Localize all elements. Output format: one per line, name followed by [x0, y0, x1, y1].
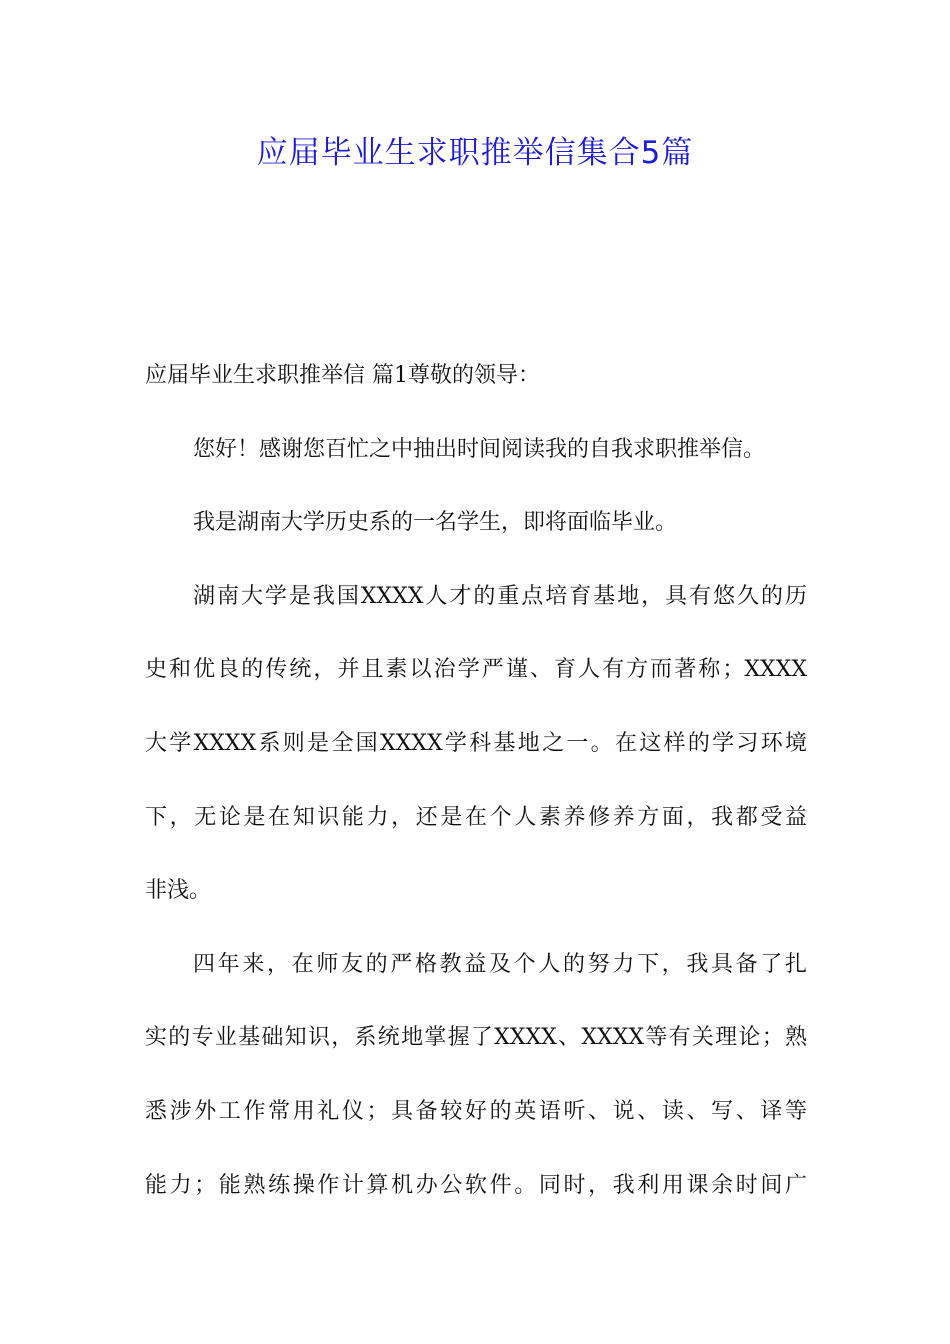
text-line: 悉涉外工作常用礼仪；具备较好的英语听、说、读、写、译等	[145, 1098, 807, 1124]
text-line: 四年来，在师友的严格教益及个人的努力下，我具备了扎	[193, 951, 807, 977]
text-line-greeting: 您好！感谢您百忙之中抽出时间阅读我的自我求职推举信。	[193, 436, 766, 462]
text-line: 非浅。	[145, 878, 212, 904]
text-line: 湖南大学是我国XXXX人才的重点培育基地，具有悠久的历	[193, 583, 807, 609]
text-line: 下，无论是在知识能力，还是在个人素养修养方面，我都受益	[145, 804, 807, 830]
text-line: 大学XXXX系则是全国XXXX学科基地之一。在这样的学习环境	[145, 730, 807, 756]
text-line: 能力；能熟练操作计算机办公软件。同时，我利用课余时间广	[145, 1172, 807, 1198]
document-body	[145, 339, 807, 1222]
document-title: 应届毕业生求职推举信集合5篇	[256, 135, 694, 171]
text-line: 史和优良的传统，并且素以治学严谨、育人有方而著称；XXXX	[145, 657, 807, 683]
text-line-intro: 我是湖南大学历史系的一名学生，即将面临毕业。	[193, 510, 678, 536]
text-line-salutation: 应届毕业生求职推举信 篇1尊敬的领导：	[145, 363, 540, 388]
text-line: 实的专业基础知识，系统地掌握了XXXX、XXXX等有关理论；熟	[145, 1025, 807, 1051]
